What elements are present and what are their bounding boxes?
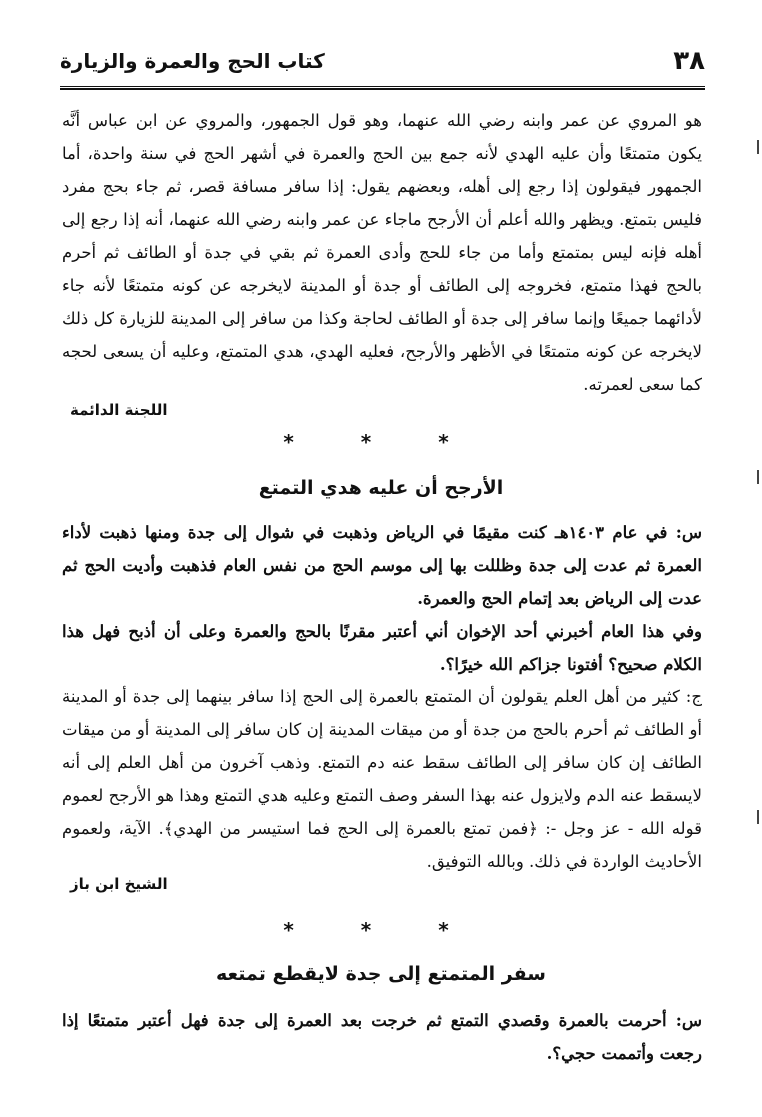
signature-sheikh-ibn-baz: الشيخ ابن باز — [70, 875, 168, 893]
page-number: ٣٨ — [673, 46, 705, 76]
book-title: كتاب الحج والعمرة والزيارة — [60, 49, 325, 73]
question-paragraph: س: أحرمت بالعمرة وقصدي التمتع ثم خرجت بعد العمرة إلى جدة فهل أعتبر متمتعًا إذا رجعت وأتممت حجي؟. — [62, 1011, 702, 1063]
scan-mark — [757, 810, 759, 824]
section-title: سفر المتمتع إلى جدة لايقطع تمتعه — [216, 963, 546, 985]
signature-permanent-committee: اللجنة الدائمة — [70, 401, 168, 419]
scan-mark — [757, 140, 759, 154]
section-separator: * * * — [283, 430, 479, 454]
page-header — [60, 40, 705, 76]
section-title: الأرجح أن عليه هدي التمتع — [258, 477, 504, 499]
scan-mark — [757, 470, 759, 484]
section-separator: * * * — [283, 918, 479, 942]
fatwa-paragraph: هو المروي عن عمر وابنه رضي الله عنهما، وهو قول الجمهور، والمروي عن ابن عباس أنَّه يكون متمتعًا وأن عليه الهدي لأنه جمع بين الحج والعمرة في أشهر الحج في سنة واحدة، أما الجمهور فيقولون إذا رجع إلى أهله، وبعضهم يقول: إذا سافر مسافة قصر، ثم جاء بحج مفرد فليس بتمتع. ويظهر والله أعلم أن الأرجح ماجاء عن عمر وابنه رضي الله عنهما، أنه إذا رجع إلى أهله فإنه ليس بمتمتع وأما من جاء للحج وأدى العمرة ثم بقي في جدة أو الطائف ثم أحرم بالحج فهذا متمتع، فخروجه إلى الطائف أو جدة أو المدينة لايخرجه عن كونه متمتعًا لأنه جاء لأدائهما جميعًا وإنما سافر إلى جدة أو الطائف لحاجة وكذا من سافر إلى المدينة للزيارة كل ذلك لايخرجه عن كونه متمتعًا في الأظهر والأرجح، فعليه الهدي، هدي المتمتع، وعليه أن يسعى لحجه كما سعى لعمرته. — [62, 111, 702, 394]
question-paragraph: وفي هذا العام أخبرني أحد الإخوان أني أعتبر مقرنًا بالحج والعمرة وعلى أن أذبح فهل هذا الكلام صحيح؟ أفتونا جزاكم الله خيرًا؟. — [62, 622, 702, 674]
header-divider — [60, 86, 705, 90]
answer-paragraph: ج: كثير من أهل العلم يقولون أن المتمتع بالعمرة إلى الحج إذا سافر بينهما إلى جدة أو المدينة أو الطائف ثم أحرم بالحج من جدة أو من ميقات المدينة إن كان سافر إلى المدينة أو من ميقات الطائف إن كان سافر إلى الطائف سقط عنه دم التمتع. وذهب آخرون من أهل العلم إلى أنه لايسقط عنه الدم ولايزول عنه بهذا السفر وصف التمتع وعليه هدي التمتع وهذا هو الأرجح لعموم قوله الله - عز وجل -: ﴿فمن تمتع بالعمرة إلى الحج فما استيسر من الهدي﴾. الآية، ولعموم الأحاديث الواردة في ذلك. وبالله التوفيق. — [62, 687, 702, 871]
question-paragraph: س: في عام ١٤٠٣هـ كنت مقيمًا في الرياض وذهبت في شوال إلى جدة ومنها ذهبت لأداء العمرة ثم عدت إلى جدة وظللت بها إلى موسم الحج من نفس العام فذهبت وأديت الحج ثم عدت إلى الرياض بعد إتمام الحج والعمرة. — [62, 523, 702, 608]
